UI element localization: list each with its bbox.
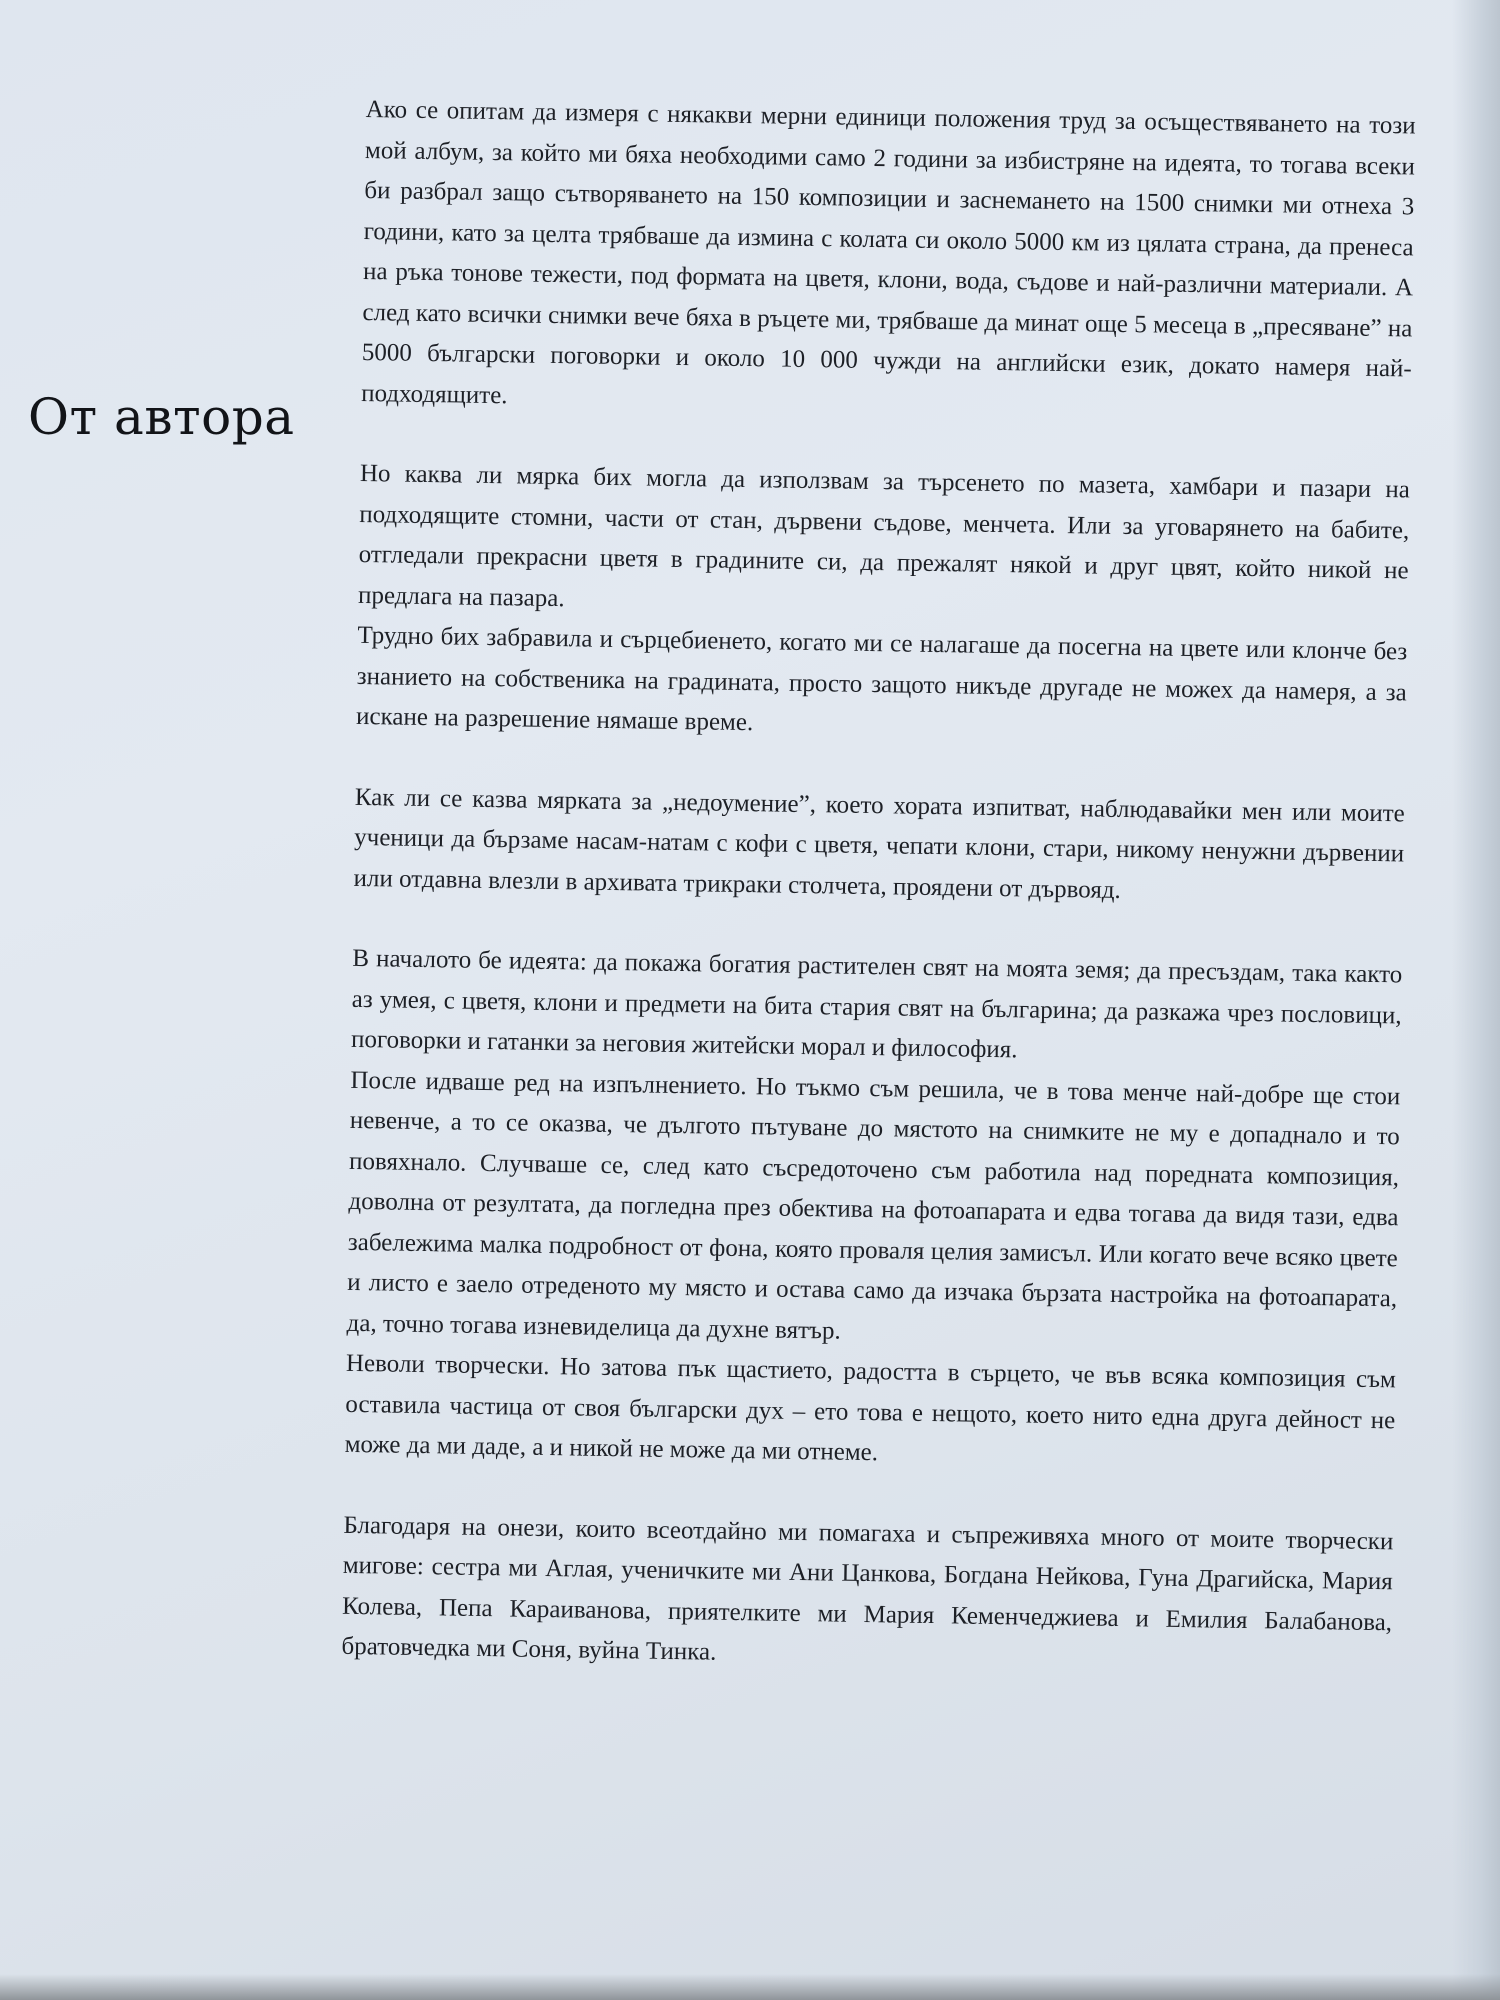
- paragraph-4: Как ли се казва мярката за „недоумение”, което хората изпитват, наблюдавайки мен или моите ученици да бързаме насам-натам с кофи с цветя, чепати клони, стари, никому ненужни дървении или отдавна влезли в архивата трикраки столчета, проядени от дървояд.: [353, 783, 1405, 904]
- paragraph-7: Неволи творчески. Но затова пък щастието, радостта в сърцето, че във всяка композиция съм оставила частица от своя български дух – ето това е нещото, което нито една друга дейност не може да ми даде, а и никой не може да ми отнеме.: [344, 1349, 1397, 1467]
- paragraph-6: После идваше ред на изпълнението. Но тъкмо съм решила, че в това менче най-добре ще стои невенче, а то се оказва, че дългото пътуване до мястото на снимките не му е допаднало и то повяхнало. Случваше се, след като съсредоточено съм работила над поредната композиция, доволна от резултата, да погледна през обектива на фотоапарата и едва тогава да видя тази, едва забележима малка подробност от фона, която проваля целия замисъл. Или когато вече всяко цвете и листо е заело отреденото му място и остава само да изчака бързата настройка на фотоапарата, да, точно тогава изневиделица да духне вятър.: [346, 1066, 1401, 1345]
- paragraph-1: Ако се опитам да измеря с някакви мерни единици положения труд за осъществяването на този мой албум, за който ми бяха необходими само 2 години за избистряне на идеята, то тогава всеки би разбрал защо сътворяването на 150 композиции и заснемането на 1500 снимки ми отнеха 3 години, като за целта трябваше да измина с колата си около 5000 км из цялата страна, да пренеса на ръка тонове тежести, под формата на цветя, клони, вода, съдове и най-различни материали. А след като всички снимки вече бяха в ръцете ми, трябваше да минат още 5 месеца в „пресяване” на 5000 български поговорки и около 10 000 чужди на английски език, докато намеря най-подходящите.: [361, 95, 1416, 409]
- page-bottom-shadow: [0, 1974, 1500, 2000]
- page-title: От автора: [28, 388, 295, 446]
- paragraph-2: Но каква ли мярка бих могла да използвам за търсенето по мазета, хамбари и пазари на подходящите стомни, части от стан, дървени съдове, менчета. Или за уговарянето на бабите, отгледали прекрасни цветя в градините си, да прежалят някой и друг цвят, който никой не предлага на пазара.: [357, 459, 1411, 612]
- text-column: [341, 90, 1416, 1684]
- paragraph-5: В началото бе идеята: да покажа богатия растителен свят на моята земя; да пресъздам, така както аз умея, с цветя, клони и предмети на бита стария свят на българина; да разкажа чрез пословици, поговорки и гатанки за неговия житейски морал и философия.: [350, 944, 1403, 1064]
- paragraph-3: Трудно бих забравила и сърцебиенето, когато ми се налагаше да посегна на цвете или клонче без знанието на собственика на градината, просто защото никъде другаде не можех да намеря, а за искане на разрешение нямаше време.: [355, 621, 1408, 737]
- page-edge-shadow: [1452, 0, 1500, 2000]
- paragraph-8: Благодаря на онези, които всеотдайно ми помагаха и съпреживяха много от моите творчески мигове: сестра ми Аглая, ученичките ми Ани Цанкова, Богдана Нейкова, Гуна Драгийска, Мария Колева, Пепа Караиванова, приятелките ми Мария Кеменчеджиева и Емилия Балабанова, братовчедка ми Соня, вуйна Тинка.: [341, 1511, 1394, 1666]
